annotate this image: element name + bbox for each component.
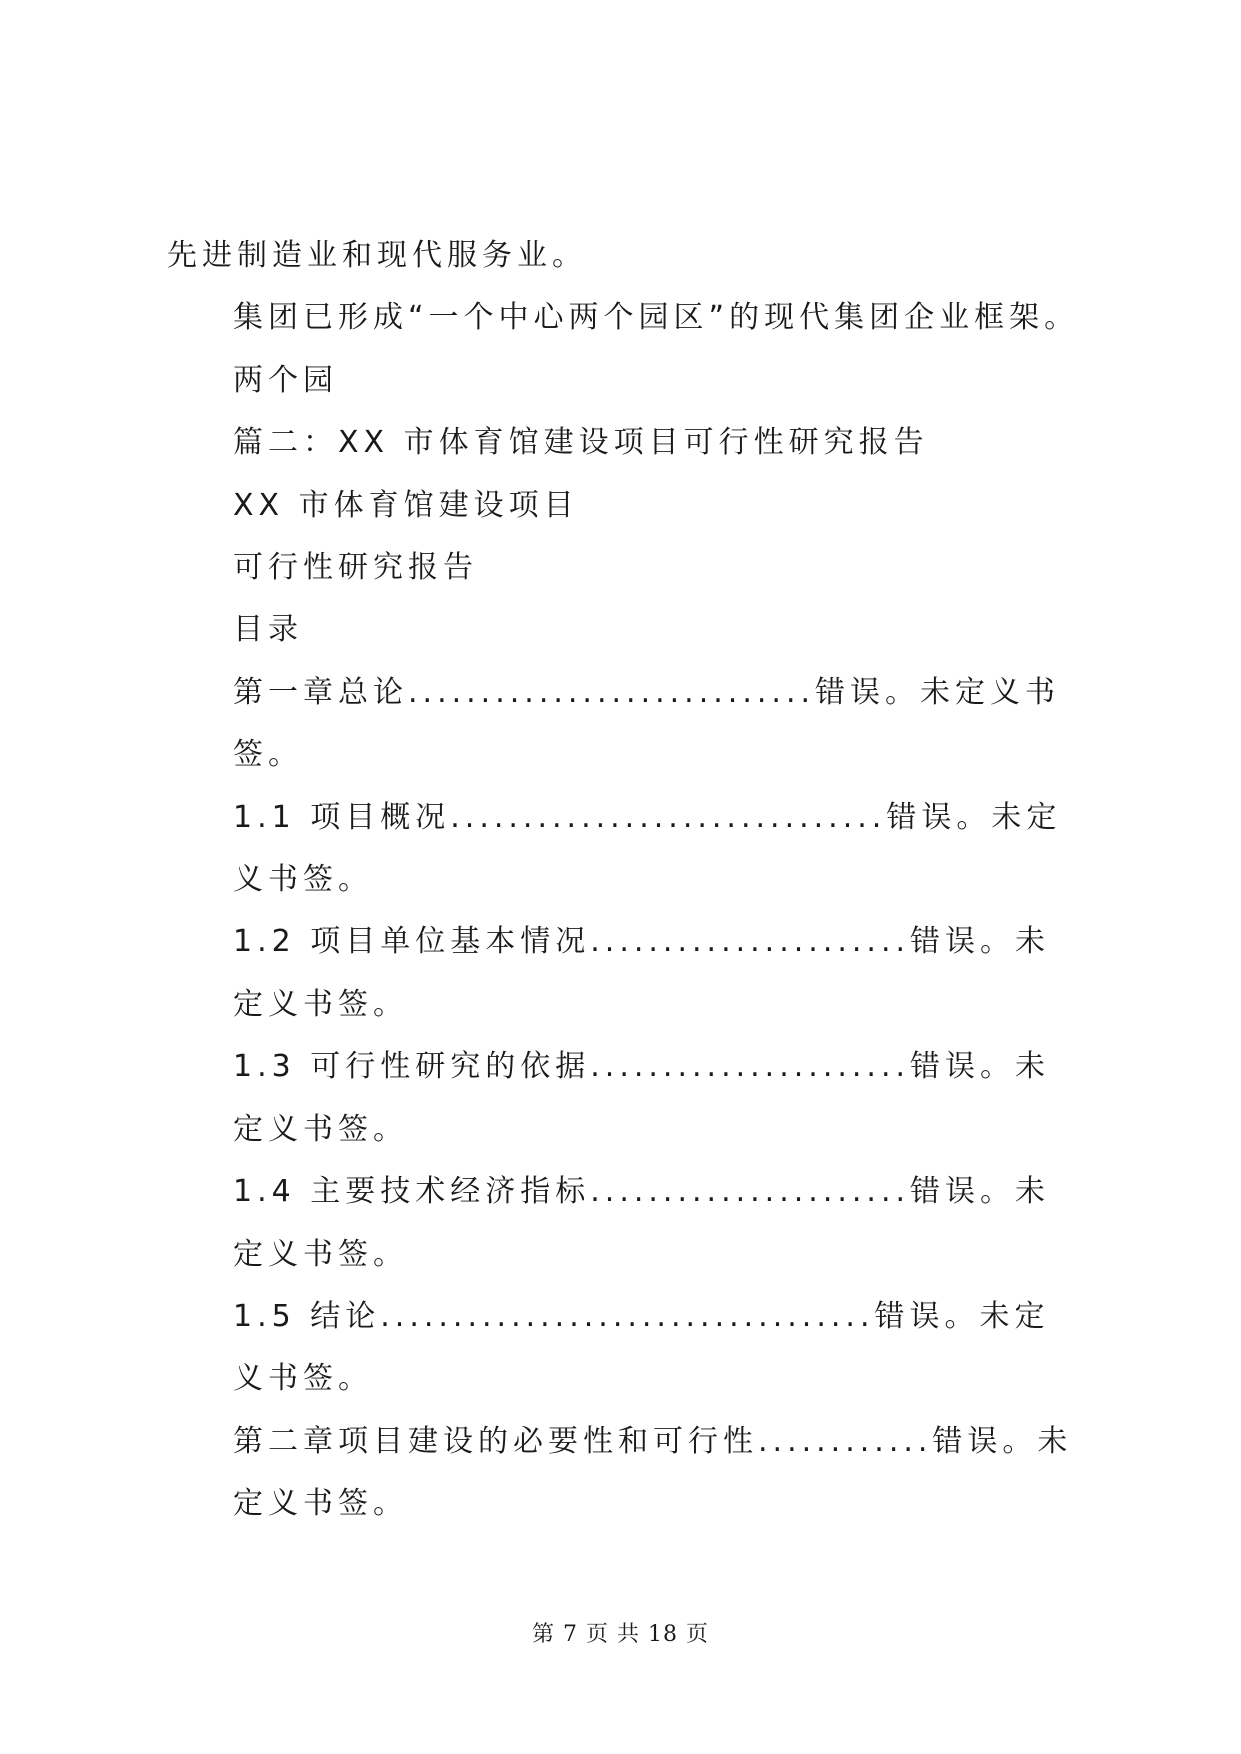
paragraph: 先进制造业和现代服务业。	[167, 238, 587, 273]
toc-entry: 1.5 结论..................................错误。未定义书签。	[233, 1298, 1050, 1397]
toc-entry: 第一章总论............................错误。未定义书签。	[233, 674, 1061, 773]
toc-heading: 目录	[233, 612, 303, 648]
section-heading: 篇二：XX 市体育馆建设项目可行性研究报告	[233, 425, 929, 461]
page-footer: 第 7 页 共 18 页	[532, 1622, 709, 1647]
document-body	[167, 225, 1082, 1536]
toc-entry: 第二章项目建设的必要性和可行性............错误。未定义书签。	[233, 1423, 1073, 1522]
toc-entry: 1.1 项目概况..............................错误。未定义书签。	[233, 799, 1062, 898]
report-subtitle: 可行性研究报告	[233, 550, 478, 586]
paragraph: 集团已形成“一个中心两个园区”的现代集团企业框架。两个园	[233, 300, 1080, 398]
toc-entry: 1.2 项目单位基本情况......................错误。未定义书签。	[233, 924, 1051, 1022]
toc-entry: 1.3 可行性研究的依据......................错误。未定义书签。	[233, 1049, 1051, 1147]
toc-entry: 1.4 主要技术经济指标......................错误。未定义书签。	[233, 1174, 1051, 1272]
report-title: XX 市体育馆建设项目	[233, 487, 579, 523]
